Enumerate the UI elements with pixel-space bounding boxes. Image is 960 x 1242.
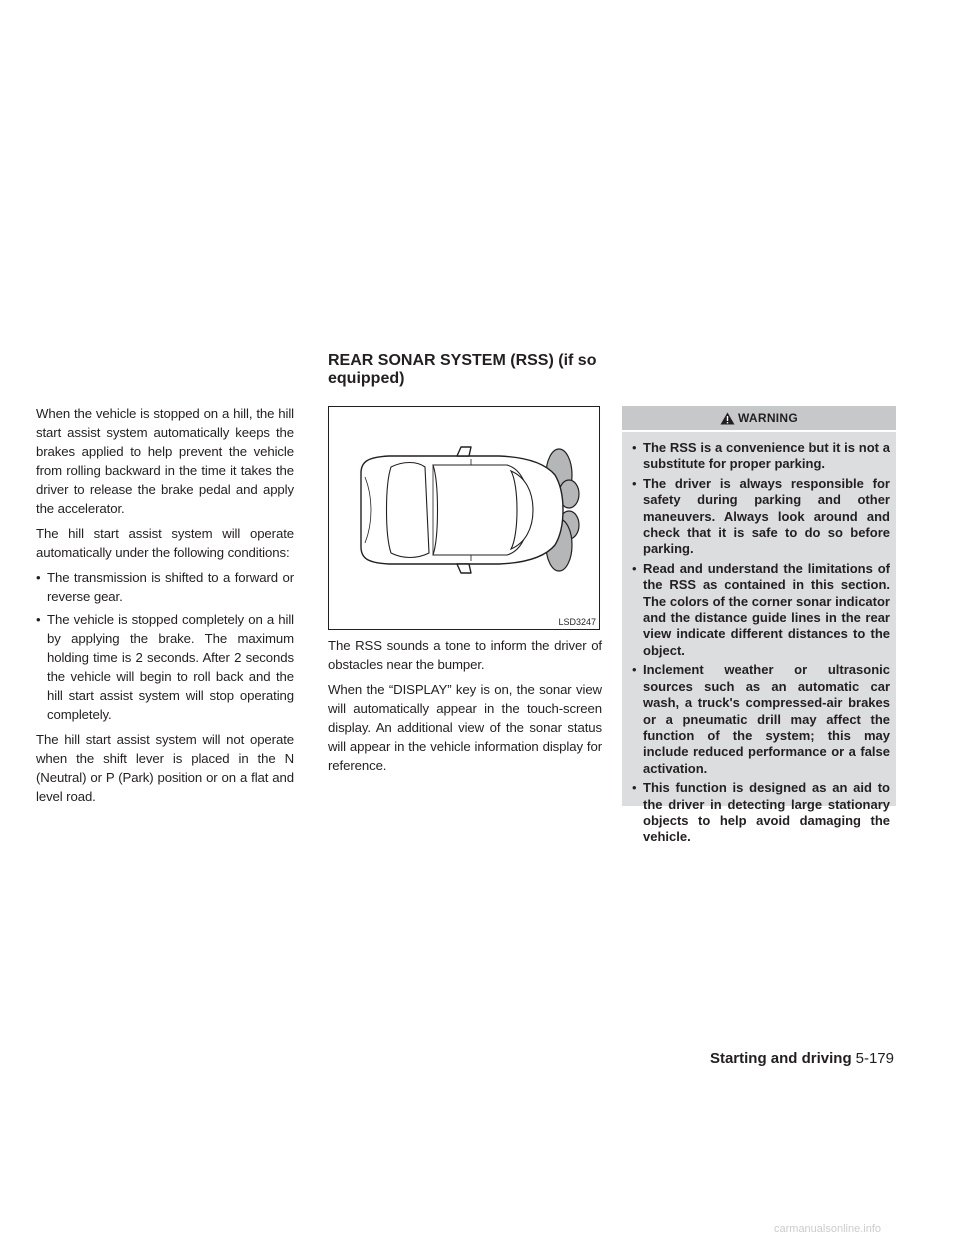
rss-illustration xyxy=(328,406,600,630)
warning-item: • This function is designed as an aid to the driver in detecting large stationary objects to help avoid damaging the vehicle. xyxy=(632,780,890,846)
warning-item: • Inclement weather or ultrasonic sources such as an automatic car wash, a truck's compressed-air brakes or a pneumatic drill may affect the function of the system; this may include reduced performance or a false activation. xyxy=(632,662,890,777)
mirror-left xyxy=(457,447,471,456)
footer-section: Starting and driving xyxy=(709,1050,852,1067)
hill-start-not-operate: The hill start assist system will not operate when the shift lever is placed in the N (Neutral) or P (Park) position or on a flat and level road. xyxy=(36,732,294,804)
list-item: • The transmission is shifted to a forward or reverse gear. xyxy=(36,568,294,606)
page-number: 5-179 xyxy=(855,1050,894,1067)
top-view-car-icon xyxy=(329,407,599,629)
warning-list xyxy=(622,432,896,846)
warning-triangle-icon xyxy=(720,412,735,425)
middle-column xyxy=(328,636,602,781)
warning-header xyxy=(622,406,896,432)
hill-start-conditions-intro: The hill start assist system will operate automatically under the following conditions: xyxy=(36,526,294,560)
windshield xyxy=(387,463,430,558)
warning-item: • Read and understand the limitations of the RSS as contained in this section. The colors of the corner sonar indicator and the distance guide lines in the rear view indicate different distances to the object. xyxy=(632,561,890,659)
mirror-right xyxy=(457,564,471,573)
rss-intro: The RSS sounds a tone to inform the driver of obstacles near the bumper. xyxy=(328,638,602,672)
warning-item: • The driver is always responsible for safety during parking and other maneuvers. Always look around and check that it is safe to do so before parking. xyxy=(632,476,890,558)
warning-item: • The RSS is a convenience but it is not a substitute for proper parking. xyxy=(632,440,890,473)
warning-label: WARNING xyxy=(737,411,799,425)
hill-start-conditions-list xyxy=(36,568,294,724)
rss-display: When the “DISPLAY” key is on, the sonar view will automatically appear in the touch-screen display. An additional view of the sonar status will appear in the vehicle information display for reference. xyxy=(328,682,602,773)
hill-start-intro: When the vehicle is stopped on a hill, the hill start assist system automatically keeps the brakes applied to help prevent the vehicle from rolling backward in the time it takes the driver to release the brake pedal and apply the accelerator. xyxy=(36,406,294,516)
warning-box xyxy=(622,406,896,845)
left-column xyxy=(36,404,294,812)
list-item: • The vehicle is stopped completely on a hill by applying the brake. The maximum holding time is 2 seconds. After 2 seconds the vehicle will begin to roll back and the hill start assist system will stop operating completely. xyxy=(36,610,294,724)
section-title: REAR SONAR SYSTEM (RSS) (if so equipped) xyxy=(328,352,597,387)
watermark: carmanualsonline.info xyxy=(774,1223,882,1235)
figure-code: LSD3247 xyxy=(558,617,596,627)
page-footer xyxy=(710,1050,894,1068)
